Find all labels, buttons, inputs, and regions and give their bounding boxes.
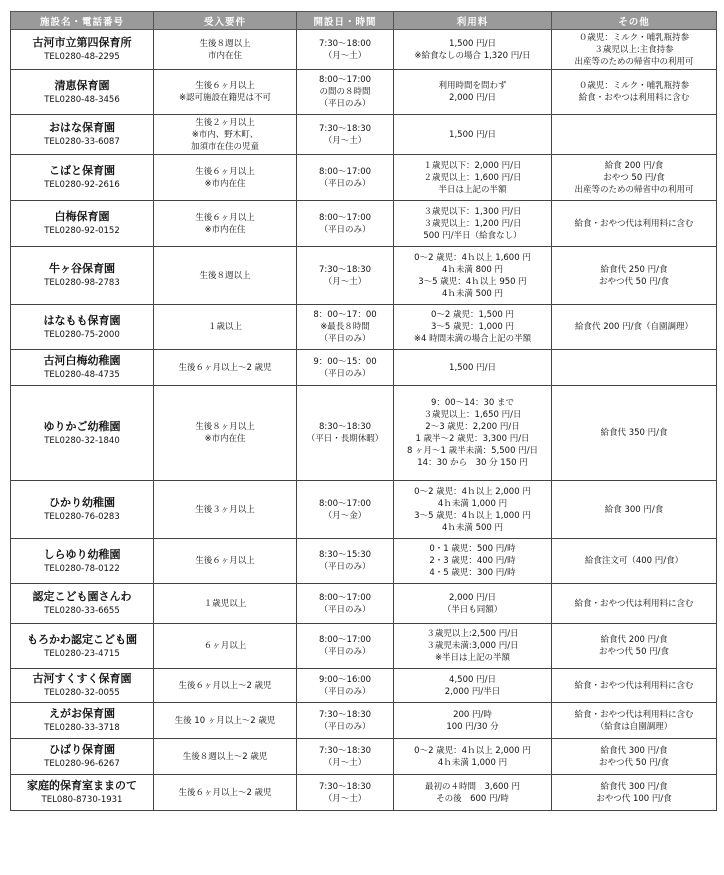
facility-phone: TEL0280-33-6087 — [44, 137, 120, 147]
fee-cell — [394, 70, 552, 115]
hours-cell — [297, 669, 394, 703]
facility-name: はなもも保育園 — [43, 313, 121, 327]
table-row — [11, 386, 717, 481]
hours-line: 7:30～18:30 — [318, 264, 372, 275]
requirements-cell — [154, 669, 297, 703]
hours-line: （月～土） — [323, 757, 367, 768]
hours-line: （月～土） — [323, 135, 367, 146]
facility-name: 認定こども園さんわ — [32, 590, 132, 603]
fee-line: １歳児以下：2,000 円/日 — [423, 160, 522, 171]
other-line: 給食・おやつ代は利用料に含む — [574, 680, 694, 691]
hours-cell — [297, 624, 394, 669]
hours-line: （平日のみ） — [319, 178, 371, 189]
requirements-cell — [154, 155, 297, 201]
hours-line: 7:30～18:30 — [318, 781, 372, 792]
hours-line: 8:00～17:00 — [318, 498, 372, 509]
fee-cell — [394, 115, 552, 155]
hours-cell — [297, 30, 394, 70]
hours-line: （平日のみ） — [319, 562, 371, 572]
hours-cell — [297, 539, 394, 584]
other-line: 給食代 300 円/食 — [600, 781, 668, 792]
other-cell — [552, 386, 717, 481]
fee-line: 半日は上記の半額 — [438, 184, 507, 195]
other-cell — [552, 539, 717, 584]
requirements-cell — [154, 247, 297, 305]
facility-name: ひばり保育園 — [49, 743, 115, 756]
fee-line: 1,500 円/日 — [449, 38, 496, 49]
table-row — [11, 739, 717, 775]
table-row — [11, 775, 717, 811]
hours-line: 8：00～17：00 — [313, 310, 377, 320]
facility-name: こばと保育園 — [49, 164, 115, 177]
fee-line: ３歳児以下：1,300 円/日 — [423, 206, 522, 217]
facility-name: 古河すくすく保育園 — [32, 672, 132, 685]
requirement-line: 生後８ヶ月以上 — [195, 422, 255, 432]
fee-line: ３歳児以上：1,200 円/日 — [423, 218, 522, 229]
requirement-line: 生後８週以上 — [199, 38, 251, 49]
fee-line: ３歳児未満:3,000 円/日 — [426, 641, 519, 651]
requirement-line: 生後６ヶ月以上～2 歳児 — [178, 680, 272, 691]
hours-line: 8:00～17:00 — [318, 212, 372, 223]
requirement-line: ※市内、野木町、 — [191, 129, 259, 140]
hours-line: （月～土） — [323, 276, 367, 287]
facility-name: おはな保育園 — [49, 121, 115, 134]
requirements-cell — [154, 775, 297, 811]
facility-phone: TEL0280-32-1840 — [44, 435, 120, 446]
fee-line: 2,000 円/日 — [449, 592, 496, 603]
requirements-cell — [154, 739, 297, 775]
fee-cell — [394, 669, 552, 703]
facility-name: 牛ヶ谷保育園 — [49, 262, 115, 275]
facility-phone: TEL0280-75-2000 — [44, 329, 120, 340]
fee-line: 0～2 歳児：1,500 円 — [430, 310, 515, 320]
fee-line: 0～2 歳児：4ｈ以上 2,000 円 — [414, 745, 531, 756]
other-cell — [552, 481, 717, 539]
fee-cell — [394, 247, 552, 305]
hours-line: 7:30～18:30 — [318, 123, 372, 134]
fee-line: 0～2 歳児：4ｈ以上 2,000 円 — [414, 486, 531, 497]
table-row — [11, 115, 717, 155]
hours-line: （平日のみ） — [319, 99, 371, 109]
other-line: 給食代 350 円/食 — [600, 428, 668, 438]
hours-cell — [297, 481, 394, 539]
other-line: おやつ 50 円/食 — [603, 172, 665, 183]
requirement-line: 生後２ヶ月以上 — [195, 117, 255, 128]
fee-cell — [394, 481, 552, 539]
fee-line: 1,500 円/日 — [449, 129, 496, 140]
facility-cell — [11, 775, 154, 811]
table-row — [11, 703, 717, 739]
table-row — [11, 481, 717, 539]
header-fee: 利用料 — [394, 12, 552, 30]
requirements-cell — [154, 703, 297, 739]
facility-cell — [11, 584, 154, 624]
fee-line: 3～5 歳児：4ｈ以上 1,000 円 — [414, 510, 531, 521]
fee-line: ３歳児以上：1,650 円/日 — [423, 410, 522, 420]
requirement-line: 生後３ヶ月以上 — [195, 504, 255, 515]
facility-cell — [11, 386, 154, 481]
hours-line: 8:30～15:30 — [318, 550, 372, 560]
table-row — [11, 70, 717, 115]
facility-phone: TEL0280-78-0122 — [44, 563, 120, 574]
table-row — [11, 669, 717, 703]
fee-line: 0～2 歳児：4ｈ以上 1,600 円 — [414, 252, 531, 263]
fee-cell — [394, 155, 552, 201]
fee-line: 2・3 歳児：400 円/時 — [429, 556, 516, 566]
fee-cell — [394, 30, 552, 70]
fee-line: 4ｈ未満 800 円 — [441, 264, 504, 275]
hours-line: （平日のみ） — [319, 686, 371, 697]
facility-name: ひかり幼稚園 — [49, 496, 115, 509]
other-cell — [552, 703, 717, 739]
requirement-line: 生後６ヶ月以上～2 歳児 — [178, 787, 272, 798]
hours-line: 7:30～18:30 — [318, 709, 372, 720]
other-cell — [552, 584, 717, 624]
hours-line: 8:00～17:00 — [318, 166, 372, 177]
requirement-line: ※市内在住 — [204, 434, 246, 444]
facility-phone: TEL0280-96-6267 — [44, 759, 120, 769]
requirements-cell — [154, 584, 297, 624]
fee-line: 最初の４時間 3,600 円 — [424, 781, 521, 792]
other-cell — [552, 624, 717, 669]
other-cell — [552, 669, 717, 703]
other-line: 出産等のための帰省中の利用可 — [574, 184, 694, 195]
fee-cell — [394, 305, 552, 350]
fee-line: 2,000 円/半日 — [444, 686, 501, 697]
other-line: 給食 200 円/食 — [604, 160, 664, 171]
hours-cell — [297, 70, 394, 115]
other-line: 出産等のための帰省中の利用可 — [574, 56, 694, 67]
facility-phone: TEL0280-48-3456 — [44, 94, 120, 105]
other-line: 給食・おやつ代は利用料に含む — [574, 218, 694, 229]
other-line: おやつ代 50 円/食 — [598, 276, 670, 287]
fee-line: ※4 時間未満の場合上記の半額 — [413, 334, 532, 344]
table-row — [11, 539, 717, 584]
facility-cell — [11, 669, 154, 703]
table-row — [11, 624, 717, 669]
requirement-line: 市内在住 — [207, 50, 242, 61]
facility-cell — [11, 539, 154, 584]
hours-line: （月～土） — [323, 793, 367, 804]
hours-cell — [297, 247, 394, 305]
hours-line: （平日のみ） — [319, 604, 371, 615]
hours-line: 8:00～17:00 — [318, 592, 372, 603]
hours-line: 7:30～18:00 — [318, 38, 372, 49]
other-line: 給食代 250 円/食 — [600, 264, 668, 275]
facility-phone: TEL0280-32-0055 — [44, 688, 120, 698]
header-requirements: 受入要件 — [154, 12, 297, 30]
hours-line: 9：00～15：00 — [313, 356, 377, 367]
other-line: 給食代 200 円/食（自園調理） — [575, 322, 693, 332]
fee-line: 200 円/時 — [453, 709, 492, 720]
table-row — [11, 584, 717, 624]
fee-line: ※半日は上記の半額 — [434, 653, 511, 663]
fee-cell — [394, 703, 552, 739]
requirements-cell — [154, 30, 297, 70]
facility-name: しらゆり幼稚園 — [43, 547, 121, 561]
other-line: 給食代 300 円/食 — [600, 745, 668, 756]
requirement-line: ※市内在住 — [204, 224, 246, 235]
hours-cell — [297, 201, 394, 247]
table-row — [11, 350, 717, 386]
facility-name: ゆりかご幼稚園 — [43, 419, 121, 433]
facility-name: 古河白梅幼稚園 — [43, 354, 121, 367]
facility-cell — [11, 481, 154, 539]
facility-cell — [11, 739, 154, 775]
facility-phone: TEL0280-76-0283 — [44, 512, 120, 522]
facility-name: 家庭的保育室ままのて — [27, 779, 137, 792]
facility-name: えがお保育園 — [49, 707, 115, 720]
requirement-line: 生後８週以上 — [199, 270, 251, 281]
facility-cell — [11, 70, 154, 115]
requirements-cell — [154, 539, 297, 584]
hours-cell — [297, 775, 394, 811]
hours-line: （平日・長期休暇） — [306, 434, 384, 444]
fee-cell — [394, 624, 552, 669]
other-line: ３歳児以上:主食持参 — [594, 44, 674, 55]
requirement-line: １歳以上 — [207, 322, 242, 332]
facility-cell — [11, 30, 154, 70]
facility-cell — [11, 155, 154, 201]
other-line: 給食 300 円/食 — [604, 504, 664, 515]
hours-line: 8:30～18:30 — [318, 422, 372, 432]
other-line: おやつ代 50 円/食 — [598, 647, 670, 657]
facility-cell — [11, 350, 154, 386]
facility-cell — [11, 703, 154, 739]
table-body — [11, 30, 717, 811]
fee-line: 2,000 円/日 — [449, 93, 496, 103]
other-cell — [552, 305, 717, 350]
fee-line: 3～5 歳児：4ｈ以上 950 円 — [418, 276, 527, 287]
fee-line: ２歳児以上：1,600 円/日 — [423, 172, 522, 183]
fee-line: 4ｈ未満 500 円 — [441, 522, 504, 533]
fee-line: 9：00～14：30 まで — [430, 398, 515, 408]
hours-line: 8:00～17:00 — [318, 635, 372, 645]
facility-phone: TEL0280-23-4715 — [44, 648, 120, 659]
hours-cell — [297, 350, 394, 386]
fee-line: 4,500 円/日 — [449, 674, 496, 685]
table-row — [11, 30, 717, 70]
hours-line: の間の８時間 — [319, 87, 371, 97]
requirements-cell — [154, 350, 297, 386]
hours-line: 8:00～17:00 — [318, 75, 372, 85]
hours-line: （平日のみ） — [319, 368, 371, 379]
requirement-line: 生後６ヶ月以上 — [195, 166, 255, 177]
hours-line: ※最長８時間 — [320, 322, 370, 332]
fee-line: 利用時間を問わず — [438, 81, 507, 91]
header-hours: 開設日・時間 — [297, 12, 394, 30]
facility-cell — [11, 247, 154, 305]
hours-line: 9:00～16:00 — [318, 674, 372, 685]
other-cell — [552, 155, 717, 201]
requirement-line: ※市内在住 — [204, 178, 246, 189]
fee-line: 4ｈ未満 500 円 — [441, 288, 504, 299]
requirements-cell — [154, 115, 297, 155]
hours-cell — [297, 386, 394, 481]
hours-line: 7:30～18:30 — [318, 745, 372, 756]
fee-cell — [394, 539, 552, 584]
hours-line: （平日のみ） — [319, 721, 371, 732]
requirement-line: 生後 10 ヶ月以上～2 歳児 — [174, 715, 276, 726]
fee-cell — [394, 201, 552, 247]
requirements-cell — [154, 305, 297, 350]
hours-cell — [297, 584, 394, 624]
fee-line: 500 円/半日（給食なし） — [423, 230, 522, 241]
other-cell — [552, 30, 717, 70]
facility-name: 清恵保育園 — [54, 78, 110, 92]
facility-name: 白梅保育園 — [54, 210, 110, 223]
fee-cell — [394, 775, 552, 811]
facility-phone: TEL0280-48-4735 — [44, 370, 120, 380]
fee-line: 4ｈ未満 1,000 円 — [437, 757, 508, 768]
other-line: 給食・おやつは利用料に含む — [578, 93, 690, 103]
facility-phone: TEL0280-92-0152 — [44, 226, 120, 236]
hours-cell — [297, 305, 394, 350]
other-cell — [552, 247, 717, 305]
other-cell — [552, 201, 717, 247]
fee-line: 0・1 歳児：500 円/時 — [429, 544, 516, 554]
fee-line: 4ｈ未満 1,000 円 — [437, 498, 508, 509]
facility-cell — [11, 624, 154, 669]
facility-phone: TEL080-8730-1931 — [41, 795, 123, 805]
other-line: 給食・おやつ代は利用料に含む — [574, 598, 694, 609]
requirement-line: ６ヶ月以上 — [203, 641, 247, 651]
requirement-line: 加須市在住の児童 — [190, 141, 259, 152]
other-line: ０歳児：ミルク・哺乳瓶持参 — [578, 32, 690, 43]
other-line: （給食は自園調理） — [595, 721, 673, 732]
facility-cell — [11, 115, 154, 155]
requirement-line: 生後６ヶ月以上～2 歳児 — [178, 362, 272, 373]
requirements-cell — [154, 624, 297, 669]
hours-line: （月～金） — [323, 510, 367, 521]
other-cell — [552, 775, 717, 811]
requirement-line: 生後６ヶ月以上 — [195, 212, 255, 223]
requirements-cell — [154, 201, 297, 247]
hours-line: （平日のみ） — [319, 224, 371, 235]
fee-cell — [394, 350, 552, 386]
facility-phone: TEL0280-92-2616 — [44, 180, 120, 190]
requirement-line: 生後６ヶ月以上 — [195, 556, 255, 566]
requirements-cell — [154, 70, 297, 115]
table-row — [11, 305, 717, 350]
facility-phone: TEL0280-33-6655 — [44, 606, 120, 616]
other-line: おやつ代 50 円/食 — [598, 757, 670, 768]
table-row — [11, 201, 717, 247]
requirements-cell — [154, 481, 297, 539]
other-line: ０歳児：ミルク・哺乳瓶持参 — [578, 81, 690, 91]
facility-name: 古河市立第四保育所 — [32, 36, 132, 49]
hours-line: （平日のみ） — [319, 647, 371, 657]
requirement-line: １歳児以上 — [203, 598, 247, 609]
other-cell — [552, 115, 717, 155]
other-line: 給食注文可（400 円/食） — [584, 556, 684, 566]
hours-cell — [297, 155, 394, 201]
fee-line: 4・5 歳児：300 円/時 — [429, 568, 516, 578]
requirement-line: ※認可施設在籍児は不可 — [178, 93, 272, 103]
requirement-line: 生後６ヶ月以上 — [195, 81, 255, 91]
table-row — [11, 155, 717, 201]
header-other: その他 — [552, 12, 717, 30]
other-cell — [552, 70, 717, 115]
facility-phone: TEL0280-33-3718 — [44, 723, 120, 733]
hours-line: （平日のみ） — [319, 334, 371, 344]
other-line: おやつ代 100 円/食 — [596, 793, 672, 804]
requirements-cell — [154, 386, 297, 481]
fee-line: その後 600 円/時 — [436, 793, 509, 804]
fee-line: ※給食なしの場合 1,320 円/日 — [414, 50, 531, 61]
fee-line: 3～5 歳児：1,000 円 — [430, 322, 515, 332]
fee-line: ３歳児以上:2,500 円/日 — [426, 629, 519, 639]
hours-line: （月～土） — [323, 50, 367, 61]
other-cell — [552, 350, 717, 386]
fee-cell — [394, 584, 552, 624]
hours-cell — [297, 115, 394, 155]
childcare-facility-table — [10, 11, 717, 811]
hours-cell — [297, 739, 394, 775]
header-row — [11, 12, 717, 30]
requirement-line: 生後８週以上～2 歳児 — [182, 751, 268, 762]
facility-name: もろかわ認定こども園 — [27, 632, 137, 646]
fee-line: 14：30 から 30 分 150 円 — [417, 458, 528, 468]
facility-cell — [11, 305, 154, 350]
fee-line: （半日も同額） — [442, 604, 503, 615]
fee-line: 1,500 円/日 — [449, 362, 496, 373]
other-line: 給食代 200 円/食 — [600, 635, 668, 645]
fee-cell — [394, 739, 552, 775]
facility-cell — [11, 201, 154, 247]
other-cell — [552, 739, 717, 775]
fee-line: 8 ヶ月～1 歳半未満：5,500 円/日 — [406, 446, 539, 456]
fee-cell — [394, 386, 552, 481]
fee-line: 1 歳半～2 歳児：3,300 円/日 — [415, 434, 530, 444]
fee-line: 100 円/30 分 — [446, 721, 499, 732]
fee-line: 2～3 歳児：2,200 円/日 — [425, 422, 520, 432]
other-line: 給食・おやつ代は利用料に含む — [574, 709, 694, 720]
hours-cell — [297, 703, 394, 739]
facility-phone: TEL0280-98-2783 — [44, 278, 120, 288]
table-row — [11, 247, 717, 305]
header-facility: 施設名・電話番号 — [11, 12, 154, 30]
facility-phone: TEL0280-48-2295 — [44, 52, 120, 62]
